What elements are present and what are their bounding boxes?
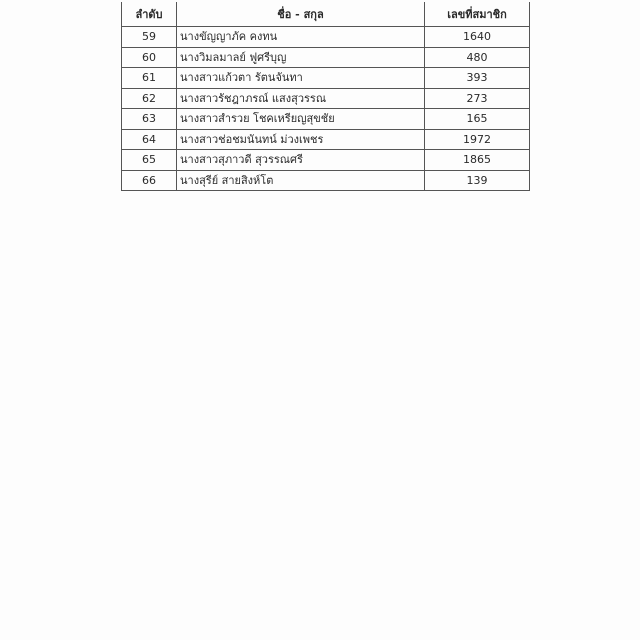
member-id: 393: [425, 68, 530, 89]
member-name: นางสาวช่อชมนันทน์ ม่วงเพชร: [177, 129, 425, 150]
member-id: 480: [425, 47, 530, 68]
member-name: นางสาวแก้วตา รัตนจันทา: [177, 68, 425, 89]
table-row: [122, 47, 530, 68]
row-number: 62: [122, 88, 177, 109]
row-number: 66: [122, 170, 177, 191]
row-number: 64: [122, 129, 177, 150]
table-row: [122, 170, 530, 191]
table-row: [122, 150, 530, 171]
member-id: 139: [425, 170, 530, 191]
row-number: 65: [122, 150, 177, 171]
member-table: [121, 2, 530, 191]
table-row: [122, 27, 530, 48]
member-name: นางสาวสำรวย โชคเหรียญสุขชัย: [177, 109, 425, 130]
member-id: 1972: [425, 129, 530, 150]
member-id: 1640: [425, 27, 530, 48]
row-number: 59: [122, 27, 177, 48]
member-name: นางสุรีย์ สายสิงห์โต: [177, 170, 425, 191]
table-row: [122, 109, 530, 130]
table-row: [122, 68, 530, 89]
member-name: นางสาวรัชฎาภรณ์ แสงสุวรรณ: [177, 88, 425, 109]
member-id: 273: [425, 88, 530, 109]
member-name: นางสาวสุภาวดี สุวรรณศรี: [177, 150, 425, 171]
table-body: [122, 27, 530, 191]
column-header-no: ลำดับ: [122, 2, 177, 27]
row-number: 61: [122, 68, 177, 89]
header-row: [122, 2, 530, 27]
member-name: นางขัญญาภัค คงทน: [177, 27, 425, 48]
member-id: 165: [425, 109, 530, 130]
column-header-member-id: เลขที่สมาชิก: [425, 2, 530, 27]
row-number: 63: [122, 109, 177, 130]
column-header-name: ชื่อ - สกุล: [177, 2, 425, 27]
member-name: นางวิมลมาลย์ ฟูศรีบุญ: [177, 47, 425, 68]
table-row: [122, 88, 530, 109]
table-header: [122, 2, 530, 27]
member-id: 1865: [425, 150, 530, 171]
row-number: 60: [122, 47, 177, 68]
table-row: [122, 129, 530, 150]
